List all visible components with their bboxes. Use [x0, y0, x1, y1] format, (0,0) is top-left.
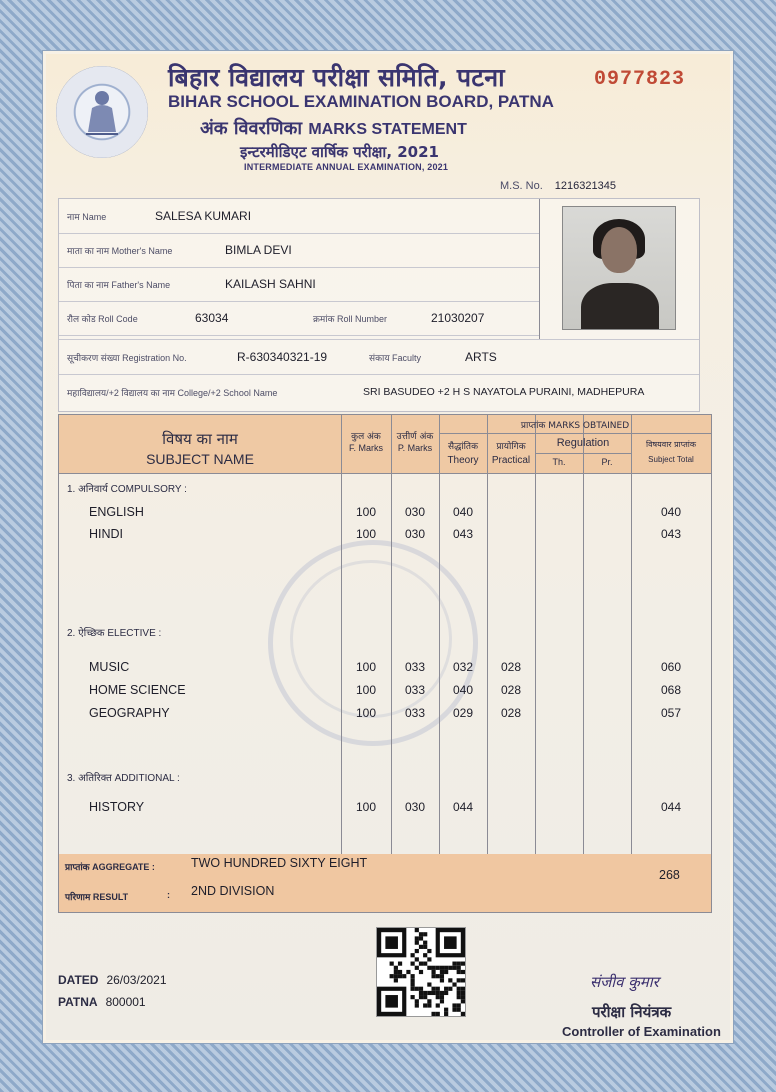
aggregate-words: TWO HUNDRED SIXTY EIGHT [191, 856, 368, 870]
registration-number: R-630340321-19 [237, 350, 328, 364]
marks-total: 044 [660, 800, 682, 814]
header-rule [535, 453, 631, 454]
qr-module [461, 995, 465, 999]
serial-number: 0977823 [594, 68, 686, 91]
qr-module [394, 978, 398, 982]
qr-module [415, 949, 419, 953]
qr-module [398, 962, 402, 966]
roll-number-label: क्रमांक Roll Number [313, 313, 388, 324]
father-name: KAILASH SAHNI [225, 277, 316, 291]
qr-module [440, 966, 444, 970]
qr-module [427, 966, 431, 970]
aggregate-box [58, 854, 712, 913]
header-rule [439, 433, 711, 434]
registration-row [59, 339, 699, 375]
place-label: PATNA [58, 995, 98, 1009]
marks-total: 060 [660, 660, 682, 674]
subject-name: HINDI [89, 527, 124, 541]
qr-module [440, 978, 444, 982]
qr-module [457, 1003, 461, 1007]
roll-number: 21030207 [431, 311, 485, 325]
ms-number [500, 180, 616, 192]
section-additional: 3. अतिरिक्त ADDITIONAL : [67, 773, 180, 784]
marks-total: 043 [660, 527, 682, 541]
qr-module [398, 974, 402, 978]
pass-marks-hindi: उत्तीर्ण अंक [396, 432, 434, 442]
qr-module [448, 966, 452, 970]
subject-name: GEOGRAPHY [89, 706, 170, 720]
marks-practical: 028 [500, 706, 522, 720]
subject-total-hindi: विषयवार प्राप्तांक [646, 440, 696, 449]
qr-module [427, 982, 431, 986]
qr-module [457, 966, 461, 970]
qr-module [452, 966, 456, 970]
qr-module [411, 995, 415, 999]
section-compulsory: 1. अनिवार्य COMPULSORY : [67, 484, 187, 495]
col-line [535, 415, 536, 855]
place [58, 995, 146, 1009]
qr-module [415, 966, 419, 970]
subject-name-hindi: विषय का नाम [162, 430, 238, 448]
qr-module [457, 978, 461, 982]
exam-name-hindi: इन्टरमीडिएट वार्षिक परीक्षा, 2021 [240, 143, 439, 161]
marks-full: 100 [355, 505, 377, 519]
father-label: पिता का नाम Father's Name [67, 279, 171, 290]
mother-label: माता का नाम Mother's Name [67, 245, 173, 256]
marks-table [58, 414, 712, 856]
col-line [631, 415, 632, 855]
marks-pass: 033 [404, 683, 426, 697]
marks-full: 100 [355, 660, 377, 674]
qr-module [415, 936, 419, 940]
subject-name: HOME SCIENCE [89, 683, 186, 697]
qr-module [461, 970, 465, 974]
qr-module [415, 1003, 419, 1007]
photo-body [581, 283, 659, 330]
full-marks-english: F. Marks [348, 443, 383, 453]
marks-obtained-heading: प्राप्तांक MARKS OBTAINED [520, 421, 630, 431]
qr-module [390, 974, 394, 978]
qr-code [376, 927, 466, 1017]
qr-module [411, 953, 415, 957]
qr-module [461, 1012, 465, 1016]
qr-module [457, 987, 461, 991]
qr-module [436, 991, 440, 995]
qr-module [411, 982, 415, 986]
qr-module [427, 949, 431, 953]
mother-name: BIMLA DEVI [225, 243, 292, 257]
col-line [583, 415, 584, 855]
qr-module [461, 987, 465, 991]
col-line [341, 415, 342, 855]
qr-module [411, 962, 415, 966]
qr-module [431, 966, 435, 970]
col-line [487, 415, 488, 855]
marks-theory: 044 [452, 800, 474, 814]
marks-full: 100 [355, 706, 377, 720]
qr-module [423, 995, 427, 999]
dated-value: 26/03/2021 [106, 973, 167, 987]
qr-module [457, 970, 461, 974]
qr-module [427, 957, 431, 961]
college-name: SRI BASUDEO +2 H S NAYATOLA PURAINI, MADHEPURA [363, 386, 645, 398]
qr-module [415, 987, 419, 991]
section-elective: 2. ऐच्छिक ELECTIVE : [67, 628, 162, 639]
qr-module [457, 991, 461, 995]
controller-title-english: Controller of Examination [562, 1024, 721, 1039]
marks-pass: 033 [404, 706, 426, 720]
marks-theory: 029 [452, 706, 474, 720]
marks-theory: 040 [452, 683, 474, 697]
goddess-emblem-icon [72, 82, 132, 142]
practical-english: Practical [491, 455, 531, 466]
qr-module [461, 978, 465, 982]
qr-module [452, 962, 456, 966]
marks-full: 100 [355, 683, 377, 697]
pass-marks-english: P. Marks [397, 443, 433, 453]
ms-number-label: M.S. No. [500, 180, 543, 192]
board-name-english: BIHAR SCHOOL EXAMINATION BOARD, PATNA [168, 92, 554, 111]
subject-name: HISTORY [89, 800, 145, 814]
statement-title-english: MARKS STATEMENT [308, 121, 467, 138]
qr-module [406, 970, 410, 974]
college-label: महाविद्यालय/+2 विद्यालय का नाम College/+2 School Name [67, 387, 278, 398]
subject-total-english: Subject Total [648, 455, 694, 464]
marks-theory: 032 [452, 660, 474, 674]
photo-divider [539, 199, 540, 339]
qr-module [436, 1012, 440, 1016]
marks-pass: 030 [404, 527, 426, 541]
qr-module [423, 941, 427, 945]
faculty: ARTS [465, 350, 497, 364]
qr-module [411, 974, 415, 978]
qr-module [457, 1008, 461, 1012]
registration-label: सूचीकरण संख्या Registration No. [67, 352, 187, 363]
marks-theory: 043 [452, 527, 474, 541]
regulation-heading: Regulation [556, 437, 610, 449]
qr-module [419, 987, 423, 991]
qr-module [436, 995, 440, 999]
qr-module [457, 995, 461, 999]
marks-pass: 030 [404, 800, 426, 814]
board-seal-logo [56, 66, 148, 158]
qr-module [444, 966, 448, 970]
qr-module [431, 974, 435, 978]
regulation-practical: Pr. [601, 457, 613, 467]
qr-module [423, 1003, 427, 1007]
dated-label: DATED [58, 973, 99, 987]
marks-full: 100 [355, 800, 377, 814]
mother-row [59, 233, 539, 268]
qr-module [423, 953, 427, 957]
qr-module [448, 978, 452, 982]
qr-module [423, 932, 427, 936]
col-line [391, 415, 392, 855]
qr-module [419, 962, 423, 966]
dated [58, 973, 167, 987]
qr-module [452, 1003, 456, 1007]
roll-code: 63034 [195, 311, 229, 325]
result-value: 2ND DIVISION [191, 884, 275, 898]
qr-module [385, 936, 398, 949]
qr-module [423, 991, 427, 995]
exam-name-english: INTERMEDIATE ANNUAL EXAMINATION, 2021 [244, 162, 449, 172]
faculty-label: संकाय Faculty [369, 352, 422, 363]
photo-face [601, 227, 637, 273]
marks-full: 100 [355, 527, 377, 541]
qr-module [444, 991, 448, 995]
student-name: SALESA KUMARI [155, 209, 252, 223]
marks-practical: 028 [500, 660, 522, 674]
father-row [59, 267, 539, 302]
qr-module [419, 945, 423, 949]
qr-module [444, 1012, 448, 1016]
aggregate-label: प्राप्तांक AGGREGATE : [65, 862, 155, 872]
name-row [59, 199, 539, 234]
theory-hindi: सैद्धांतिक [448, 442, 478, 452]
qr-module [457, 962, 461, 966]
qr-module [440, 995, 444, 999]
qr-module [390, 962, 394, 966]
pin-code: 800001 [105, 995, 146, 1009]
marks-total: 068 [660, 683, 682, 697]
qr-module [431, 987, 435, 991]
qr-module [448, 987, 452, 991]
controller-signature: संजीव कुमार [590, 973, 659, 991]
qr-module [411, 978, 415, 982]
statement-title [200, 116, 640, 140]
qr-module [444, 970, 448, 974]
qr-module [440, 991, 444, 995]
qr-module [415, 999, 419, 1003]
qr-module [452, 1008, 456, 1012]
qr-module [440, 970, 444, 974]
qr-module [436, 987, 440, 991]
name-label: नाम Name [67, 211, 107, 222]
qr-module [431, 970, 435, 974]
qr-module [436, 966, 440, 970]
subject-name: ENGLISH [89, 505, 144, 519]
qr-module [423, 945, 427, 949]
qr-module [436, 1003, 440, 1007]
roll-row [59, 301, 539, 336]
regulation-theory: Th. [552, 457, 566, 467]
qr-module [431, 991, 435, 995]
qr-module [419, 932, 423, 936]
marks-total: 040 [660, 505, 682, 519]
result-colon: : [167, 890, 170, 900]
marks-pass: 030 [404, 505, 426, 519]
subject-name-english: SUBJECT NAME [146, 451, 254, 467]
marks-theory: 040 [452, 505, 474, 519]
qr-module [415, 941, 419, 945]
marks-total: 057 [660, 706, 682, 720]
qr-module [444, 1008, 448, 1012]
statement-title-hindi: अंक विवरणिका [200, 118, 303, 139]
qr-module [394, 974, 398, 978]
qr-module [415, 957, 419, 961]
qr-module [431, 1012, 435, 1016]
marks-practical: 028 [500, 683, 522, 697]
qr-module [419, 970, 423, 974]
qr-module [461, 962, 465, 966]
qr-module [398, 970, 402, 974]
qr-module [385, 995, 398, 1008]
roll-code-label: रौल कोड Roll Code [67, 313, 138, 324]
qr-module [461, 999, 465, 1003]
result-label: परिणाम RESULT [65, 892, 129, 902]
qr-module [427, 999, 431, 1003]
aggregate-total: 268 [659, 868, 680, 882]
ms-number-value: 1216321345 [554, 180, 616, 192]
qr-module [394, 966, 398, 970]
board-name-hindi: बिहार विद्यालय परीक्षा समिति, पटना [168, 63, 505, 92]
qr-module [423, 962, 427, 966]
qr-module [419, 936, 423, 940]
qr-module [436, 974, 440, 978]
practical-hindi: प्रायोगिक [496, 442, 526, 452]
qr-module [419, 995, 423, 999]
marks-pass: 033 [404, 660, 426, 674]
qr-module [427, 991, 431, 995]
qr-module [452, 982, 456, 986]
controller-title-hindi: परीक्षा नियंत्रक [592, 1003, 672, 1021]
qr-module [440, 974, 444, 978]
qr-module [411, 987, 415, 991]
full-marks-hindi: कुल अंक [351, 432, 381, 442]
qr-module [419, 991, 423, 995]
subject-name: MUSIC [89, 660, 130, 674]
college-row [59, 375, 699, 409]
qr-module [444, 936, 457, 949]
qr-module [427, 1003, 431, 1007]
student-photo [562, 206, 676, 330]
qr-module [394, 970, 398, 974]
qr-module [402, 974, 406, 978]
qr-module [440, 999, 444, 1003]
qr-module [415, 928, 419, 932]
col-line [439, 415, 440, 855]
theory-english: Theory [447, 455, 479, 466]
qr-module [461, 991, 465, 995]
qr-module [444, 987, 448, 991]
